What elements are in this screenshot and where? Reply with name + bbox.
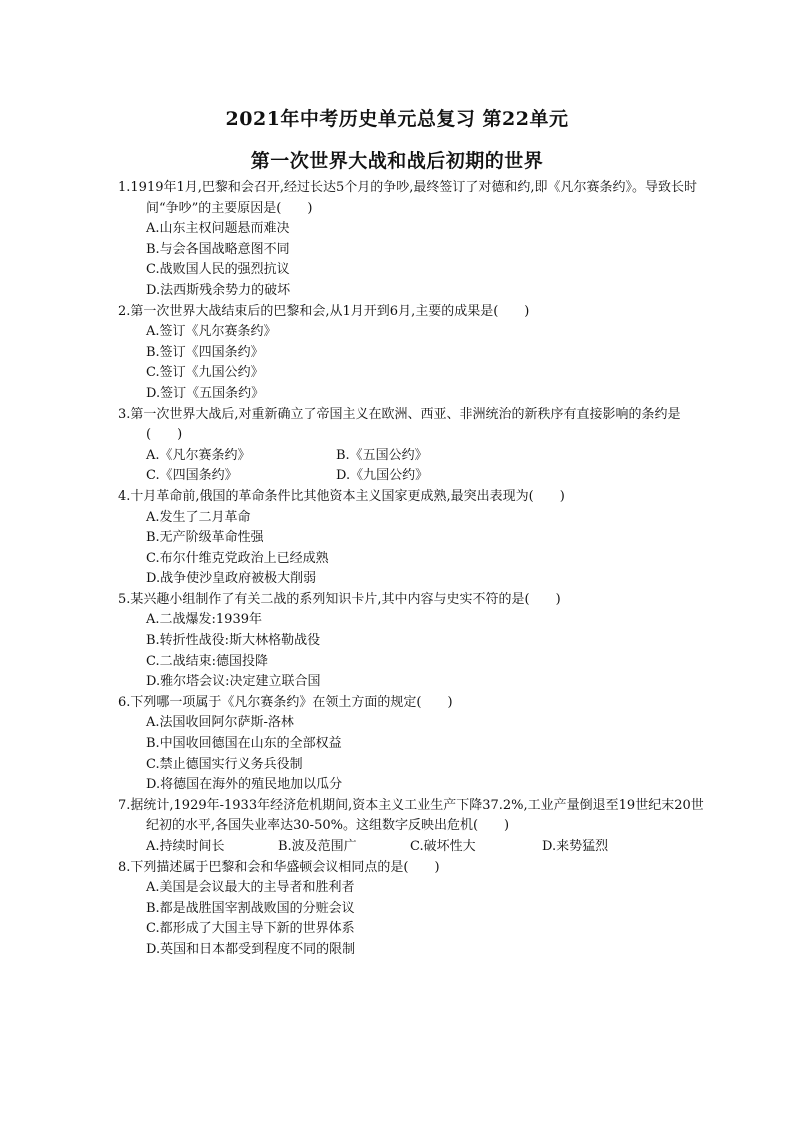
question-stem: 1.1919年1月,巴黎和会召开,经过长达5个月的争吵,最终签订了对德和约,即《凡尔赛条约》。导致长时间“争吵”的主要原因是( )	[118, 180, 698, 216]
option-c: C.禁止德国实行义务兵役制	[146, 756, 303, 772]
question-8	[118, 858, 708, 961]
question-stem: 5.某兴趣小组制作了有关二战的系列知识卡片,其中内容与史实不符的是( )	[118, 591, 561, 607]
option-d: D.来势猛烈	[542, 839, 609, 854]
question-1	[118, 178, 708, 302]
option-c: C.布尔什维克党政治上已经成熟	[146, 550, 329, 566]
option-row	[118, 446, 708, 467]
option-d: D.法西斯残余势力的破坏	[146, 282, 291, 298]
question-3	[118, 405, 708, 487]
document-title: 2021年中考历史单元总复习 第22单元	[225, 108, 569, 130]
option-a: A.持续时间长	[146, 839, 225, 854]
option-b: B.转折性战役:斯大林格勒战役	[146, 633, 321, 649]
question-stem: 7.据统计,1929年-1933年经济危机期间,资本主义工业生产下降37.2%,工业产量倒退至19世纪末20世纪初的水平,各国失业率达30-50%。这组数字反映出危机( )	[118, 797, 704, 834]
option-a: A.《凡尔赛条约》	[146, 447, 251, 463]
option-a: A.发生了二月革命	[146, 509, 251, 525]
question-stem: 6.下列哪一项属于《凡尔赛条约》在领土方面的规定( )	[118, 694, 453, 710]
option-c: C.《四国条约》	[146, 468, 238, 484]
question-stem: 3.第一次世界大战后,对重新确立了帝国主义在欧洲、西亚、非洲统治的新秩序有直接影响的条约是( )	[118, 406, 681, 443]
option-a: A.法国收回阿尔萨斯-洛林	[146, 715, 294, 731]
option-d: D.战争使沙皇政府被极大削弱	[146, 571, 317, 587]
option-d: D.雅尔塔会议:决定建立联合国	[146, 674, 321, 690]
option-b: B.都是战胜国宰割战败国的分赃会议	[146, 900, 355, 916]
option-b: B.《五国公约》	[336, 447, 428, 463]
question-5	[118, 590, 708, 693]
question-6	[118, 693, 708, 796]
option-b: B.无产阶级革命性强	[146, 530, 264, 546]
option-b: B.波及范围广	[278, 839, 357, 854]
option-c: C.都形成了大国主导下新的世界体系	[146, 921, 355, 937]
option-c: C.签订《九国公约》	[146, 365, 264, 381]
question-stem: 2.第一次世界大战结束后的巴黎和会,从1月开到6月,主要的成果是( )	[118, 303, 530, 319]
question-2	[118, 302, 708, 405]
option-d: D.签订《五国条约》	[146, 385, 265, 401]
option-b: B.中国收回德国在山东的全部权益	[146, 736, 342, 752]
option-d: D.英国和日本都受到程度不同的限制	[146, 941, 356, 957]
document-subtitle: 第一次世界大战和战后初期的世界	[250, 150, 544, 172]
option-b: B.签订《四国条约》	[146, 344, 264, 360]
option-row	[118, 837, 708, 858]
option-c: C.战败国人民的强烈抗议	[146, 262, 290, 278]
question-stem: 8.下列描述属于巴黎和会和华盛顿会议相同点的是( )	[118, 859, 440, 875]
option-a: A.美国是会议最大的主导者和胜利者	[146, 880, 355, 896]
option-a: A.二战爆发:1939年	[146, 612, 262, 628]
question-7	[118, 796, 708, 858]
question-4	[118, 487, 708, 590]
question-stem: 4.十月革命前,俄国的革命条件比其他资本主义国家更成熟,最突出表现为( )	[118, 488, 565, 504]
option-c: C.破坏性大	[410, 839, 476, 854]
option-d: D.《九国公约》	[336, 468, 429, 484]
option-a: A.签订《凡尔赛条约》	[146, 324, 277, 340]
option-d: D.将德国在海外的殖民地加以瓜分	[146, 777, 343, 793]
option-c: C.二战结束:德国投降	[146, 653, 268, 669]
option-a: A.山东主权问题悬而难决	[146, 221, 290, 237]
option-b: B.与会各国战略意图不同	[146, 241, 290, 257]
option-row	[118, 466, 708, 487]
question-list	[118, 178, 708, 961]
